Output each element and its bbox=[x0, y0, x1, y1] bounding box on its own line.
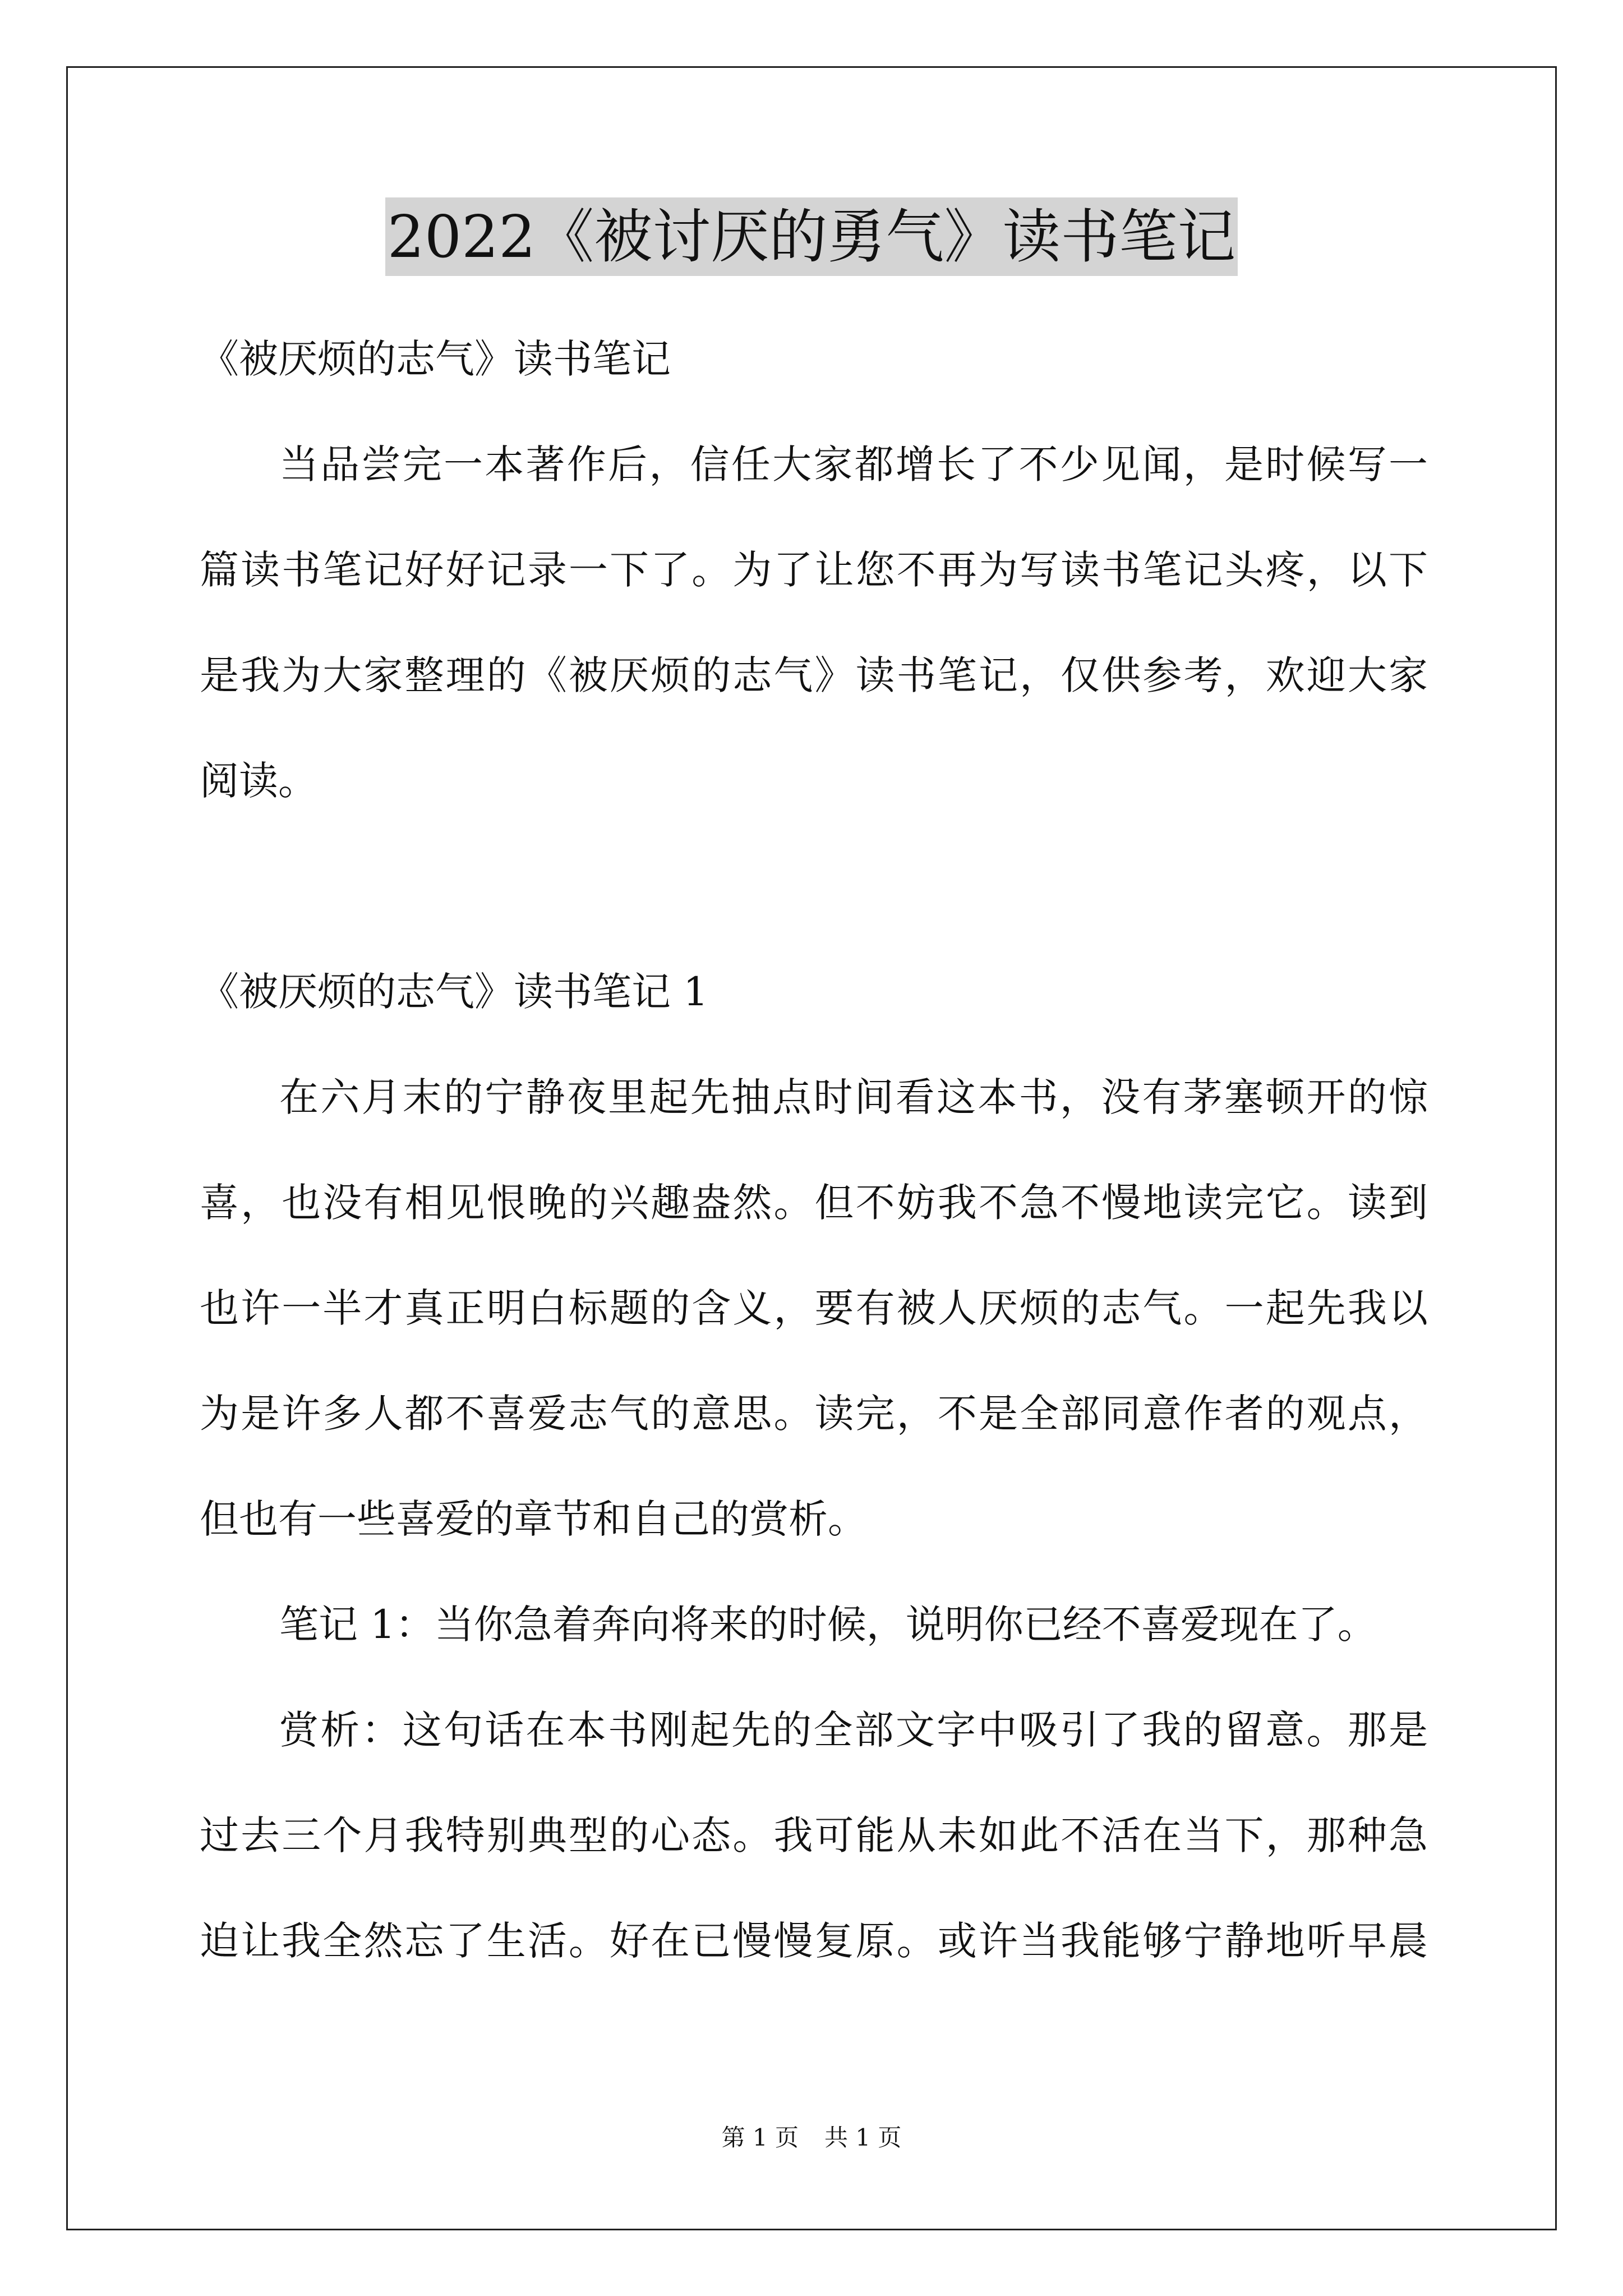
section-gap bbox=[200, 864, 1428, 969]
intro-line: 当品尝完一本著作后，信任大家都增长了不少见闻，是时候写一 bbox=[279, 441, 1428, 487]
paragraph-line: 也许一半才真正明白标题的含义，要有被人厌烦的志气。一起先我以 bbox=[200, 1285, 1428, 1331]
intro-heading: 《被厌烦的志气》读书笔记 bbox=[200, 336, 671, 382]
paragraph-line: 但也有一些喜爱的章节和自己的赏析。 bbox=[200, 1496, 867, 1542]
document-body bbox=[200, 337, 1428, 2024]
note-line: 笔记 1：当你急着奔向将来的时候，说明你已经不喜爱现在了。 bbox=[279, 1602, 1377, 1648]
paragraph-line: 为是许多人都不喜爱志气的意思。读完，不是全部同意作者的观点， bbox=[200, 1391, 1428, 1437]
document-title: 2022《被讨厌的勇气》读书笔记 bbox=[385, 197, 1238, 276]
analysis-line: 赏析：这句话在本书刚起先的全部文字中吸引了我的留意。那是 bbox=[279, 1707, 1428, 1753]
page-number: 第 1 页 bbox=[721, 2124, 799, 2151]
page-footer bbox=[0, 2124, 1623, 2152]
intro-line: 阅读。 bbox=[200, 758, 317, 804]
intro-line: 篇读书笔记好好记录一下了。为了让您不再为写读书笔记头疼，以下 bbox=[200, 547, 1428, 593]
analysis-line: 过去三个月我特别典型的心态。我可能从未如此不活在当下，那种急 bbox=[200, 1812, 1428, 1858]
analysis-line: 迫让我全然忘了生活。好在已慢慢复原。或许当我能够宁静地听早晨 bbox=[200, 1918, 1428, 1964]
section-heading-1: 《被厌烦的志气》读书笔记 1 bbox=[200, 969, 708, 1015]
intro-line: 是我为大家整理的《被厌烦的志气》读书笔记，仅供参考，欢迎大家 bbox=[200, 652, 1428, 698]
page-total: 共 1 页 bbox=[824, 2124, 902, 2151]
paragraph-line: 喜，也没有相见恨晚的兴趣盎然。但不妨我不急不慢地读完它。读到 bbox=[200, 1180, 1428, 1226]
paragraph-line: 在六月末的宁静夜里起先抽点时间看这本书，没有茅塞顿开的惊 bbox=[279, 1074, 1428, 1120]
title-container bbox=[0, 197, 1623, 276]
